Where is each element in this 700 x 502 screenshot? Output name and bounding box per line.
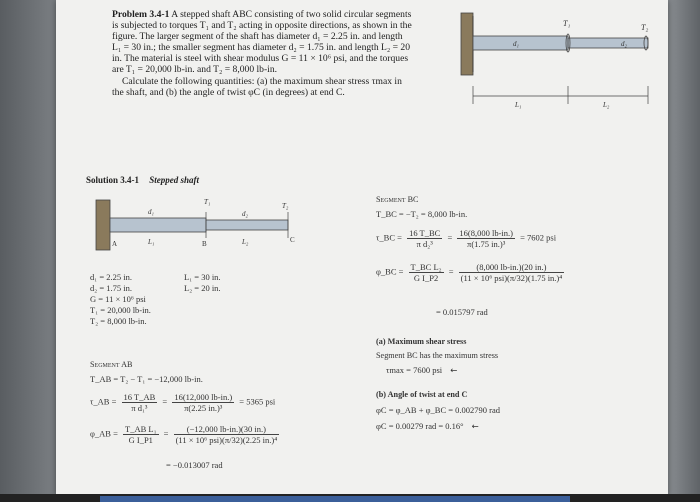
phi-ab-substituted — [174, 424, 280, 445]
label-l2: L₂ — [603, 101, 610, 109]
problem-figure — [451, 8, 656, 118]
phi-ab-denominator-values: (11 × 10⁶ psi)(π/32)(2.25 in.)⁴ — [175, 435, 278, 445]
screen-bottom-bar — [0, 494, 700, 502]
wall-support — [461, 13, 473, 75]
phi-ab-result: = −0.013007 rad — [166, 460, 223, 470]
tau-ab-lhs: τ_AB = — [90, 396, 117, 407]
point-b: B — [202, 240, 207, 248]
solution-label-t2: T₂ — [282, 202, 289, 210]
solution-figure — [92, 192, 302, 262]
problem-statement — [112, 10, 412, 99]
tau-bc-numerator-values: 16(8,000 lb-in.) — [459, 228, 513, 238]
phi-ab-lhs: φ_AB = — [90, 428, 118, 439]
point-c: C — [290, 236, 295, 244]
problem-number: Problem 3.4-1 — [112, 9, 170, 20]
solution-number: Solution 3.4-1 — [86, 175, 140, 185]
label-l1: L₁ — [515, 101, 522, 109]
solution-label-d2: d₂ — [242, 210, 248, 218]
solution-heading — [86, 175, 199, 185]
segment-bc-tau: τ_BC = $\frac{16 T\_BC}{\text{π d₂³}}$ = $\frac{16(8,000 lb-in.)}{\text{π(1.75 in.)³}}$ = 7602 psi — [376, 228, 557, 249]
tau-bc-result: = 7602 psi — [520, 232, 557, 243]
point-a: A — [112, 240, 118, 248]
given-l2: L₂ = 20 in. — [184, 283, 221, 293]
phi-ab-denominator: G I_P1 — [128, 435, 153, 445]
solution-label-d1: d₁ — [148, 208, 154, 216]
tau-max-value: τmax = 7600 psi — [386, 365, 443, 375]
phi-ab-numerator-values: (−12,000 lb-in.)(30 in.) — [174, 424, 280, 435]
phi-bc-numerator-values: (8,000 lb-in.)(20 in.) — [459, 262, 565, 273]
document-page — [56, 0, 668, 496]
solution-label-t1: T₁ — [204, 198, 211, 206]
given-d2: d₂ = 1.75 in. — [90, 283, 132, 293]
left-bezel — [0, 0, 56, 502]
tau-ab-result: = 5365 psi — [239, 396, 276, 407]
given-d1: d₁ = 2.25 in. — [90, 272, 132, 282]
part-a-title: (a) Maximum shear stress — [376, 337, 467, 346]
tau-ab-numerator-values: 16(12,000 lb-in.) — [174, 392, 233, 402]
given-row — [90, 283, 221, 294]
given-row — [90, 316, 221, 327]
phi-bc-numerator: T_BC L₂ — [410, 262, 442, 272]
segment-bc-torque: T_BC = −T₂ = 8,000 lb-in. — [376, 209, 468, 219]
solution-label-l2: L₂ — [242, 238, 249, 246]
tau-ab-substituted — [172, 392, 234, 413]
solution-subtitle: Stepped shaft — [149, 175, 200, 185]
phi-bc-denominator: G I_P2 — [413, 273, 439, 283]
phi-c-value: φC = 0.00279 rad = 0.16° — [376, 421, 464, 431]
tau-bc-formula — [407, 228, 442, 249]
phi-ab-formula — [123, 424, 159, 445]
given-l1: L₁ = 30 in. — [184, 272, 221, 282]
label-t2: T₂ — [641, 23, 649, 32]
given-t1: T₁ = 20,000 lb-in. — [90, 305, 151, 315]
given-values — [90, 272, 221, 327]
segment-ab-torque: T_AB = T₂ − T₁ = −12,000 lb-in. — [90, 374, 203, 384]
tau-bc-numerator: 16 T_BC — [409, 228, 441, 238]
answer-arrow-icon: ← — [450, 366, 458, 376]
given-row — [90, 272, 221, 283]
phi-bc-denominator-values: (11 × 10⁶ psi)(π/32)(1.75 in.)⁴ — [460, 273, 563, 283]
tau-bc-substituted — [457, 228, 515, 249]
answer-arrow-icon: ← — [471, 422, 479, 432]
phi-bc-result: = 0.015797 rad — [436, 307, 488, 317]
shaft-segment-large — [473, 36, 568, 50]
label-d2: d₂ — [621, 40, 627, 48]
tau-ab-formula — [122, 392, 158, 413]
part-a-text: Segment BC has the maximum stress — [376, 351, 499, 360]
right-bezel — [668, 0, 700, 502]
segment-ab-heading: Segment AB — [90, 360, 133, 369]
label-t1: T₁ — [563, 19, 571, 28]
part-b-equation: φC = φ_AB + φ_BC = 0.002790 rad — [376, 405, 501, 415]
solution-shaft-large — [110, 218, 206, 232]
taskbar-strip — [100, 496, 570, 502]
solution-wall — [96, 200, 110, 250]
given-row — [90, 305, 221, 316]
problem-task: Calculate the following quantities: (a) the maximum shear stress τmax in the shaft, and (b) the angle of twist φC (in degrees) at end C. — [112, 76, 402, 99]
tau-ab-numerator: 16 T_AB — [123, 392, 156, 402]
segment-ab-phi: φ_AB = $\frac{\text{T\_AB L₁}}{\text{G I\_P1}}$ = $\frac{(-12,000 lb-in.)(30 in.)}{\text{(11 × 10⁶ psi)(π/32)(2.25 in.)⁴}}$ — [90, 424, 278, 445]
tau-bc-denominator-values: π(1.75 in.)³ — [467, 239, 506, 249]
segment-bc-phi: φ_BC = $\frac{\text{T\_BC L₂}}{\text{G I\_P2}}$ = $\frac{(8,000 lb-in.)(20 in.)}{\text{(11 × 10⁶ psi)(π/32)(1.75 in.)⁴}}$ — [376, 262, 563, 283]
given-t2: T₂ = 8,000 lb-in. — [90, 316, 147, 326]
tau-bc-lhs: τ_BC = — [376, 232, 402, 243]
part-a-result — [386, 365, 457, 376]
problem-text: A stepped shaft ABC consisting of two solid circular segments is subjected to torques T₁ and T₂ acting in opposite directions, as shown in the figure. The larger segment of the shaft has diameter d₁ = 2.25 in. and length L₁ = 30 in.; the smaller segment has diameter d₂ = 1.75 in. and length L₂ = 20 in. The material is steel with shear modulus G = 11 × 10⁶ psi, and the torques are T₁ = 20,000 lb-in. and T₂ = 8,000 lb-in. — [112, 9, 412, 75]
phi-bc-formula — [409, 262, 444, 283]
segment-ab-tau: τ_AB = $\frac{16 T\_AB}{\text{π d₁³}}$ = $\frac{16(12,000 lb-in.)}{\text{π(2.25 in.)³}}$ = 5365 psi — [90, 392, 276, 413]
label-d1: d₁ — [513, 40, 519, 48]
part-b-title: (b) Angle of twist at end C — [376, 390, 468, 399]
shaft-segment-small — [568, 38, 648, 48]
phi-ab-numerator: T_AB L₁ — [125, 424, 157, 434]
given-row — [90, 294, 221, 305]
tau-bc-denominator: π d₂³ — [416, 239, 433, 249]
tau-ab-denominator-values: π(2.25 in.)³ — [184, 403, 223, 413]
solution-shaft-small — [206, 220, 288, 230]
solution-label-l1: L₁ — [148, 238, 155, 246]
phi-bc-lhs: φ_BC = — [376, 266, 404, 277]
tau-ab-denominator: π d₁³ — [131, 403, 148, 413]
phi-bc-substituted — [459, 262, 565, 283]
part-b-result — [376, 421, 479, 432]
segment-bc-heading: Segment BC — [376, 195, 419, 204]
given-g: G = 11 × 10⁶ psi — [90, 294, 146, 304]
